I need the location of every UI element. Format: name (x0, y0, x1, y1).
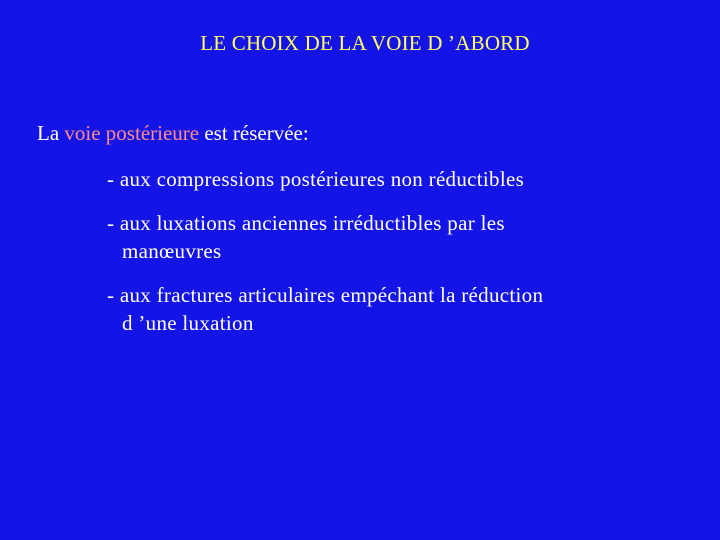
intro-sentence (37, 121, 309, 146)
bullet-item (107, 209, 667, 265)
bullet-line: - aux fractures articulaires empéchant la réduction (107, 283, 544, 307)
slide-title: LE CHOIX DE LA VOIE D ’ABORD (200, 31, 530, 55)
intro-suffix: est réservée: (199, 121, 309, 145)
bullet-item (107, 281, 667, 337)
bullet-continuation: d ’une luxation (122, 311, 254, 335)
bullet-line: - aux luxations anciennes irréductibles par les (107, 211, 505, 235)
bullet-line: - aux compressions postérieures non réductibles (107, 167, 525, 191)
intro-highlight: voie postérieure (64, 121, 200, 145)
bullet-continuation: manœuvres (122, 239, 222, 263)
bullet-list (107, 165, 667, 337)
bullet-item (107, 165, 667, 193)
intro-prefix: La (37, 121, 65, 145)
